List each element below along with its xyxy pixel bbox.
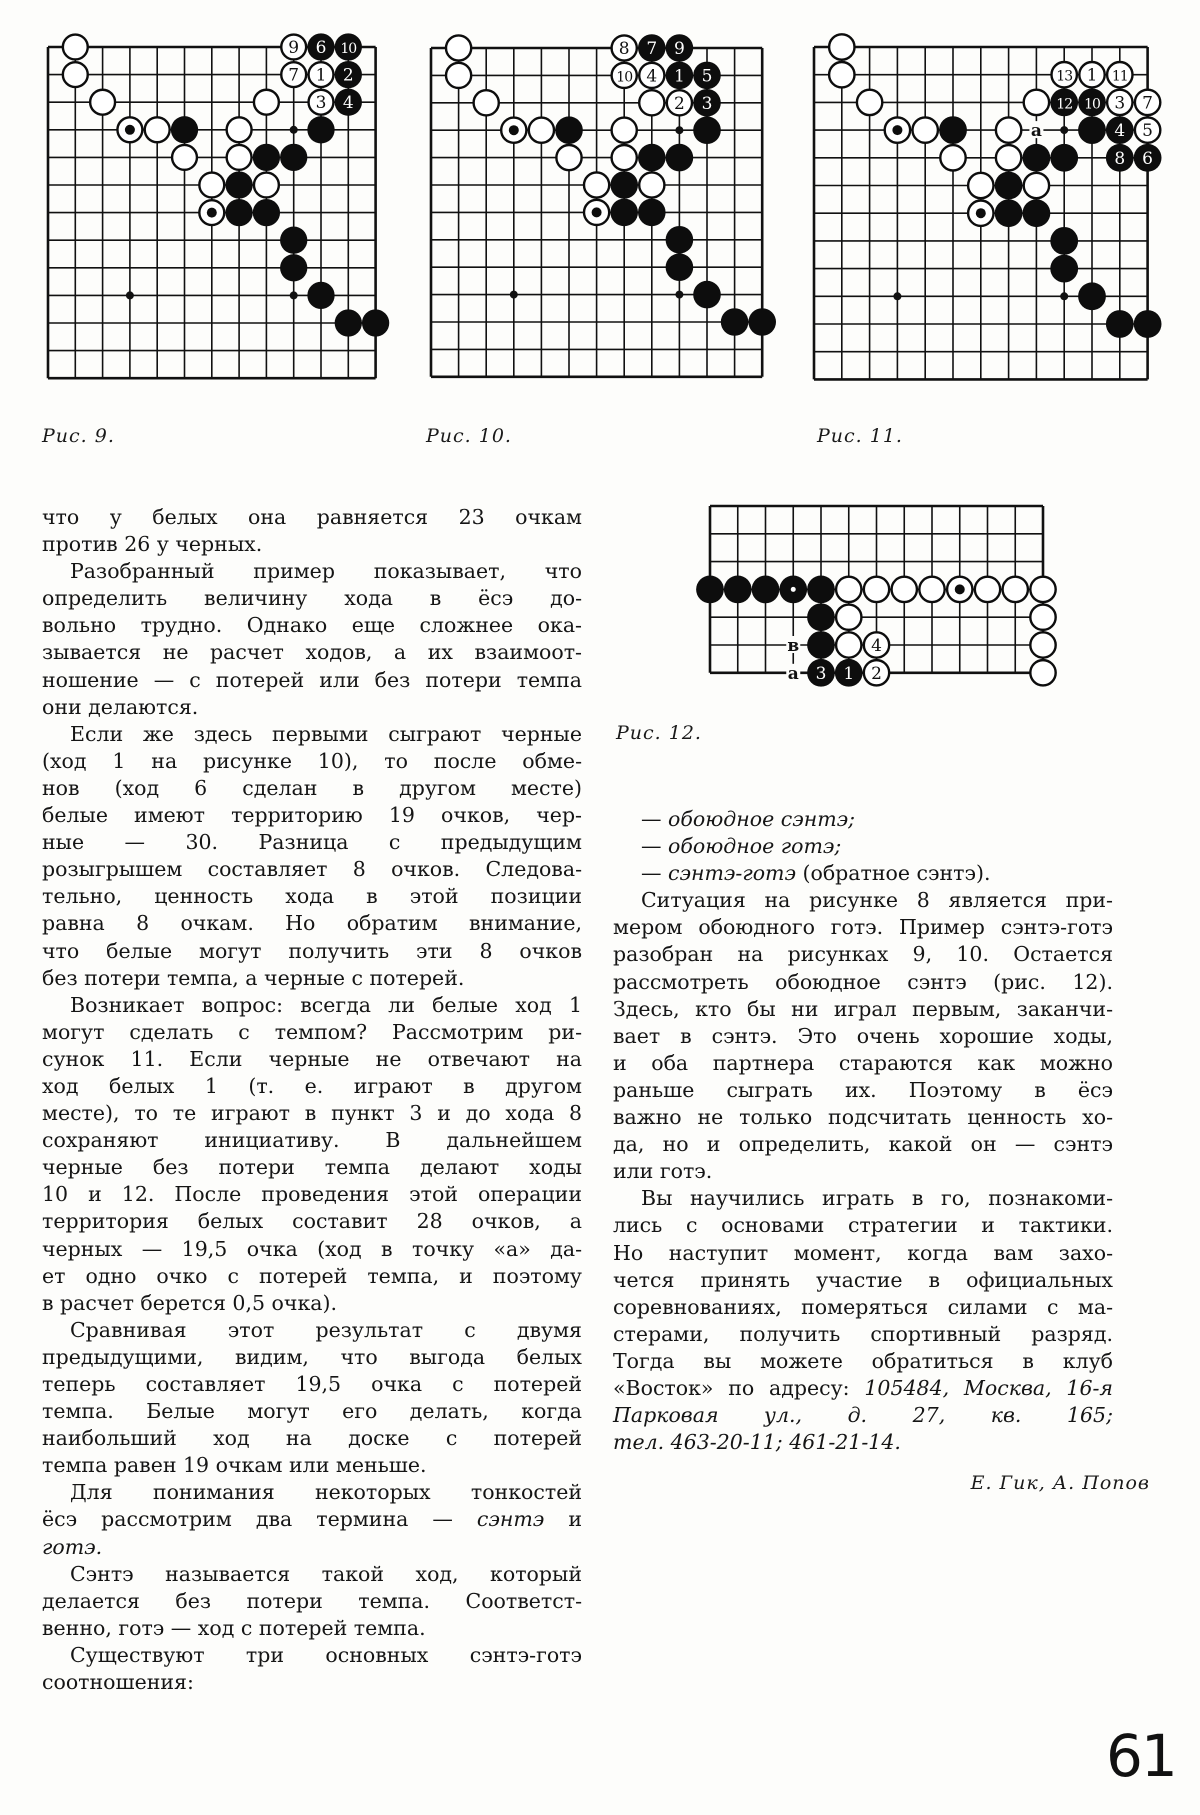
move-number: 11: [1111, 68, 1128, 85]
go-diagram-fig-10: [405, 20, 790, 405]
black-stone: [555, 116, 583, 144]
text-run: Для понимания некоторых тонкостей: [70, 1480, 582, 1505]
stone-marker: [207, 208, 217, 218]
text-line: [613, 1050, 1113, 1077]
black-stone: [995, 172, 1023, 200]
black-stone: [995, 199, 1023, 227]
text-run: 10 и 12. После проведения этой операции: [42, 1182, 582, 1207]
italic-term: обоюдное готэ;: [668, 834, 842, 859]
black-stone: [1023, 144, 1051, 172]
white-stone: [63, 35, 88, 60]
text-line: [42, 1479, 582, 1506]
move-number: 8: [1114, 148, 1126, 169]
black-stone: [638, 144, 666, 172]
move-number: 2: [673, 93, 685, 114]
text-run: лись с основами стратегии и тактики.: [613, 1213, 1113, 1238]
star-point: [126, 291, 134, 299]
move-number: 4: [871, 636, 882, 656]
move-number: 1: [1086, 65, 1098, 86]
black-stone: [1023, 199, 1051, 227]
text-run: предыдущими, видим, что выгода белых: [42, 1344, 582, 1369]
text-run: Разобранный пример показывает, что: [70, 559, 582, 584]
black-stone: [1050, 255, 1078, 283]
text-line: [42, 910, 582, 937]
text-line: [42, 585, 582, 612]
text-line: [42, 1642, 582, 1669]
text-run: Возникает вопрос: всегда ли белые ход 1: [70, 992, 582, 1017]
move-number: 7: [646, 39, 658, 59]
text-run: важно не только подсчитать ценность хо-: [613, 1105, 1113, 1130]
text-line: [42, 639, 582, 666]
figure-caption-9: Рис. 9.: [42, 425, 115, 447]
text-run: нов (ход 6 сделан в другом месте): [42, 775, 582, 800]
text-line: [42, 1236, 582, 1263]
point-label: в: [787, 636, 800, 656]
text-run: против 26 у черных.: [42, 532, 263, 557]
text-line: [613, 1077, 1113, 1104]
black-stone: [171, 116, 198, 143]
move-number: 4: [646, 66, 658, 87]
stone-marker: [976, 208, 986, 218]
black-stone: [693, 116, 721, 144]
text-line: [613, 887, 1113, 914]
move-number: 9: [288, 38, 300, 58]
text-run: (ход 1 на рисунке 10), то после обме-: [42, 748, 582, 773]
white-stone: [857, 90, 882, 115]
text-line: [613, 1267, 1113, 1294]
point-label: a: [787, 663, 799, 684]
black-stone: [696, 576, 724, 604]
black-stone: [1078, 116, 1106, 144]
white-stone: [996, 145, 1021, 170]
black-stone: [638, 199, 666, 227]
white-stone: [1030, 605, 1055, 630]
move-number: 1: [315, 65, 327, 86]
text-run: зывается не расчет ходов, а их взаимоот-: [42, 640, 582, 665]
black-stone: [752, 576, 780, 604]
star-point: [290, 126, 298, 134]
white-stone: [1030, 577, 1055, 602]
italic-term: сэнтэ-готэ: [668, 861, 796, 886]
text-line: [42, 1046, 582, 1073]
text-run: соотношения:: [42, 1670, 194, 1695]
white-stone: [968, 173, 993, 198]
text-line: [613, 914, 1113, 941]
white-stone: [145, 117, 170, 142]
text-run: Но наступит момент, когда вам захо-: [613, 1240, 1113, 1265]
white-stone: [829, 34, 854, 59]
move-number: 10: [1084, 96, 1100, 113]
text-line: [613, 1240, 1113, 1267]
text-line: [42, 612, 582, 639]
white-stone: [836, 577, 861, 602]
text-line: [42, 1019, 582, 1046]
stone-marker: [125, 125, 135, 135]
text-run: темпа. Белые могут его делать, когда: [42, 1399, 582, 1424]
text-line: [42, 1263, 582, 1290]
text-line: [42, 1073, 582, 1100]
text-line: [42, 1615, 582, 1642]
text-run: наибольший ход на доске с потерей: [42, 1426, 582, 1451]
move-number: 1: [673, 66, 685, 87]
text-line: [42, 748, 582, 775]
text-run: делается без потери темпа. Соответст-: [42, 1588, 582, 1613]
text-run: темпа равен 19 очкам или меньше.: [42, 1453, 427, 1478]
text-run: вает в сэнтэ. Это очень хорошие ходы,: [613, 1023, 1113, 1048]
text-run: раньше сыграть их. Поэтому в ёсэ: [613, 1077, 1113, 1102]
black-stone: [280, 254, 307, 281]
text-line: [613, 1104, 1113, 1131]
move-number: 1: [843, 663, 855, 684]
move-number: 3: [815, 663, 827, 684]
move-number: 5: [701, 66, 713, 87]
text-line: [613, 969, 1113, 996]
white-stone: [1024, 173, 1049, 198]
white-stone: [199, 173, 224, 198]
text-line: [613, 833, 1113, 860]
black-stone: [280, 144, 307, 171]
white-stone: [913, 117, 938, 142]
move-number: 6: [315, 38, 327, 58]
italic-term: сэнтэ: [452, 1507, 545, 1532]
text-line: [42, 1588, 582, 1615]
text-run: вольно трудно. Однако еще сложнее ока-: [42, 613, 582, 638]
black-stone: [610, 199, 638, 227]
text-line: [613, 1429, 1113, 1456]
black-stone: [225, 171, 252, 198]
text-line: [613, 996, 1113, 1023]
white-stone: [90, 90, 115, 115]
text-run: сунок 11. Если черные не отвечают на: [42, 1046, 582, 1071]
black-stone: [721, 308, 749, 336]
text-line: [613, 1294, 1113, 1321]
black-stone: [1050, 144, 1078, 172]
text-run: Сравнивая этот результат с двумя: [70, 1317, 582, 1342]
move-number: 9: [673, 39, 685, 59]
text-run: территория белых составит 28 очков, а: [42, 1209, 582, 1234]
black-stone: [1078, 282, 1106, 310]
text-run: или готэ.: [613, 1159, 713, 1184]
black-stone: [335, 309, 362, 336]
text-run: Сэнтэ называется такой ход, который: [70, 1561, 582, 1586]
star-point: [675, 291, 683, 299]
white-stone: [584, 172, 609, 197]
white-stone: [836, 632, 861, 657]
move-number: 2: [871, 663, 882, 684]
black-stone: [362, 309, 389, 336]
text-run: определить величину хода в ёсэ до-: [42, 586, 582, 611]
text-line: [42, 1290, 582, 1317]
text-line: [42, 1154, 582, 1181]
move-number: 13: [1056, 68, 1073, 85]
star-point: [893, 292, 901, 300]
white-stone: [227, 145, 252, 170]
text-line: [42, 667, 582, 694]
text-line: [42, 1452, 582, 1479]
text-run: Тогда вы можете обратиться в клуб: [613, 1348, 1113, 1373]
list-dash: —: [641, 807, 669, 831]
text-run: «Восток» по адресу:: [613, 1375, 865, 1400]
move-number: 5: [1142, 121, 1154, 142]
move-number: 10: [616, 69, 633, 86]
text-line: [42, 965, 582, 992]
figure-caption-10: Рис. 10.: [426, 425, 512, 447]
text-line: [42, 883, 582, 910]
move-number: 3: [315, 93, 327, 114]
star-point: [1060, 292, 1068, 300]
text-line: [613, 1023, 1113, 1050]
black-stone: [253, 144, 280, 171]
text-run: чется принять участие в официальных: [613, 1267, 1113, 1292]
move-number: 10: [340, 41, 357, 57]
white-stone: [254, 173, 279, 198]
text-run: могут сделать с темпом? Рассмотрим ри-: [42, 1019, 582, 1044]
white-stone: [975, 577, 1000, 602]
italic-term: обоюдное сэнтэ;: [668, 807, 856, 831]
text-run: рассмотреть обоюдное сэнтэ (рис. 12).: [613, 969, 1113, 994]
text-line: [613, 1212, 1113, 1239]
move-number: 8: [618, 39, 630, 59]
black-stone: [280, 227, 307, 254]
text-run: Если же здесь первыми сыграют черные: [70, 721, 582, 746]
text-run: теперь составляет 19,5 очка с потерей: [42, 1372, 582, 1396]
text-run: Вы научились играть в го, познакоми-: [641, 1186, 1113, 1211]
move-number: 4: [342, 93, 354, 114]
text-line: [42, 1669, 582, 1696]
text-line: [613, 941, 1113, 968]
text-line: [42, 1371, 582, 1398]
italic-term: 105484, Москва, 16-я: [864, 1375, 1113, 1400]
text-run: ход белых 1 (т. е. играют в другом: [42, 1073, 582, 1098]
text-line: [42, 1208, 582, 1235]
black-stone: [1134, 310, 1162, 338]
figure-caption-11: Рис. 11.: [817, 425, 903, 447]
text-run: венно, готэ — ход с потерей темпа.: [42, 1615, 426, 1640]
text-run: Здесь, кто бы ни играл первым, заканчи-: [613, 996, 1113, 1021]
italic-term: Парковая ул., д. 27, кв. 165;: [613, 1403, 1113, 1428]
text-run: и: [544, 1507, 582, 1532]
point-label: a: [1030, 121, 1042, 142]
text-line: [42, 1506, 582, 1533]
white-stone: [446, 63, 471, 88]
author-signature: Е. Гик, А. Попов: [970, 1472, 1150, 1494]
text-run: белые имеют территорию 19 очков, чер-: [42, 803, 582, 828]
black-stone: [693, 281, 721, 309]
white-stone: [1024, 90, 1049, 115]
text-line: [42, 856, 582, 883]
move-number: 3: [1114, 93, 1126, 114]
white-stone: [919, 577, 944, 602]
text-line: [613, 1185, 1113, 1212]
white-stone: [1003, 577, 1028, 602]
white-stone: [639, 172, 664, 197]
text-run: без потери темпа, а черные с потерей.: [42, 965, 465, 990]
text-run: разобран на рисунках 9, 10. Остается: [613, 942, 1113, 967]
text-run: Ситуация на рисунке 8 является при-: [641, 888, 1113, 913]
black-stone: [748, 308, 776, 336]
text-run: тельно, ценность хода в этой позиции: [42, 884, 582, 909]
text-run: соревнованиях, померяться силами с ма-: [613, 1294, 1113, 1319]
go-diagram-fig-11: [788, 20, 1178, 405]
text-run: розыгрышем составляет 8 очков. Следова-: [42, 857, 582, 882]
text-line: [42, 1344, 582, 1371]
text-run: что белые могут получить эти 8 очков: [42, 938, 582, 963]
text-run: в расчет берется 0,5 очка).: [42, 1290, 337, 1315]
white-stone: [227, 117, 252, 142]
stone-marker: [509, 125, 519, 135]
stone-marker: [955, 584, 965, 594]
text-line: [613, 1158, 1113, 1185]
text-line: [42, 1100, 582, 1127]
text-line: [42, 531, 582, 558]
black-stone: [610, 171, 638, 199]
move-number: 7: [1142, 93, 1154, 114]
text-run: (обратное сэнтэ).: [795, 861, 991, 886]
white-stone: [529, 118, 554, 143]
white-stone: [63, 62, 88, 87]
black-stone: [225, 199, 252, 226]
text-line: [42, 694, 582, 721]
text-line: [42, 504, 582, 531]
text-line: [42, 1181, 582, 1208]
move-number: 2: [342, 65, 354, 86]
white-stone: [829, 62, 854, 87]
stone-marker: [592, 207, 602, 217]
white-stone: [864, 577, 889, 602]
text-run: ные — 30. Разница с предыдущим: [42, 830, 582, 855]
text-line: [613, 1131, 1113, 1158]
black-stone: [807, 631, 835, 659]
black-stone: [807, 603, 835, 631]
text-line: [42, 1561, 582, 1588]
text-line: [613, 1375, 1113, 1402]
move-number: 3: [701, 93, 713, 114]
white-stone: [612, 118, 637, 143]
text-run: ёсэ рассмотрим два термина —: [42, 1507, 453, 1532]
black-stone: [666, 253, 694, 281]
text-line: [42, 1425, 582, 1452]
text-line: [613, 860, 1113, 887]
text-run: что у белых она равняется 23 очкам: [42, 505, 582, 529]
page-number: 61: [1106, 1722, 1176, 1790]
text-column-left: [42, 504, 582, 1696]
text-run: равна 8 очкам. Но обратим внимание,: [42, 911, 582, 936]
go-diagram-fig-12: [684, 480, 1074, 705]
black-stone: [253, 199, 280, 226]
white-stone: [556, 145, 581, 170]
text-line: [42, 721, 582, 748]
text-line: [42, 1317, 582, 1344]
black-stone: [307, 116, 334, 143]
black-stone: [1050, 227, 1078, 255]
white-stone: [1030, 632, 1055, 657]
white-stone: [446, 35, 471, 60]
text-line: [613, 1402, 1113, 1429]
text-line: [42, 1398, 582, 1425]
list-dash: —: [641, 861, 669, 886]
black-stone: [666, 226, 694, 254]
white-stone: [254, 90, 279, 115]
white-stone: [474, 90, 499, 115]
text-line: [42, 775, 582, 802]
go-diagram-fig-9: [22, 20, 402, 405]
text-run: они делаются.: [42, 694, 199, 719]
black-stone: [939, 116, 967, 144]
figure-caption-12: Рис. 12.: [616, 722, 702, 744]
text-line: [613, 1348, 1113, 1375]
white-stone: [172, 145, 197, 170]
text-line: [42, 558, 582, 585]
italic-term: готэ.: [42, 1534, 103, 1559]
text-line: [42, 829, 582, 856]
move-number: 7: [288, 65, 300, 86]
white-stone: [612, 145, 637, 170]
italic-term: тел. 463-20-11; 461-21-14.: [613, 1430, 901, 1455]
move-number: 4: [1114, 121, 1126, 142]
black-stone: [807, 576, 835, 604]
text-run: черные без потери темпа делают ходы: [42, 1155, 582, 1180]
star-point: [510, 291, 518, 299]
text-line: [42, 802, 582, 829]
move-number: 6: [1142, 148, 1154, 169]
text-line: [42, 1127, 582, 1154]
white-stone: [836, 605, 861, 630]
text-line: [42, 992, 582, 1019]
star-point: [675, 126, 683, 134]
text-run: мером обоюдного готэ. Пример сэнтэ-готэ: [613, 915, 1113, 940]
text-line: [42, 1534, 582, 1561]
text-run: и оба партнера стараются как можно: [613, 1050, 1113, 1075]
black-stone: [666, 144, 694, 172]
text-run: да, но и определить, какой он — сэнтэ: [613, 1132, 1113, 1157]
text-run: черных — 19,5 очка (ход в точку «а» да-: [42, 1236, 582, 1261]
black-stone: [724, 576, 752, 604]
text-line: [42, 938, 582, 965]
stone-marker: [892, 125, 902, 135]
black-stone: [1106, 310, 1134, 338]
text-run: ношение — с потерей или без потери темпа: [42, 667, 582, 692]
white-stone: [892, 577, 917, 602]
white-stone: [1030, 660, 1055, 685]
text-run: стерами, получить спортивный разряд.: [613, 1321, 1113, 1346]
star-point: [290, 291, 298, 299]
white-stone: [639, 90, 664, 115]
stone-marker: [791, 587, 796, 592]
text-run: месте), то те играют в пункт 3 и до хода 8: [42, 1101, 582, 1126]
black-stone: [307, 282, 334, 309]
star-point: [1060, 126, 1068, 134]
white-stone: [996, 117, 1021, 142]
text-line: [613, 806, 1113, 833]
list-dash: —: [641, 834, 669, 859]
text-run: ет одно очко с потерей темпа, и поэтому: [42, 1263, 582, 1288]
text-column-right: [613, 806, 1113, 1456]
move-number: 12: [1056, 96, 1073, 113]
text-run: сохраняют инициативу. В дальнейшем: [42, 1128, 582, 1153]
text-run: Существуют три основных сэнтэ-готэ: [70, 1642, 582, 1667]
text-line: [613, 1321, 1113, 1348]
white-stone: [940, 145, 965, 170]
